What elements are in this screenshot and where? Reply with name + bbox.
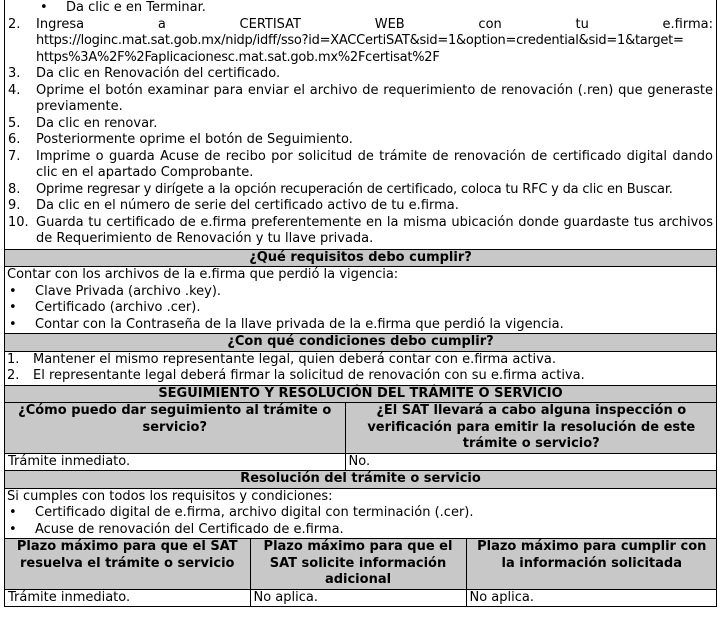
step-text: Guarda tu certificado de e.firma preferentemente en la misma ubicación donde guardaste tus archivos de Requerimiento de Renovación y tu llave privada. <box>36 214 713 246</box>
seguimiento-header-row <box>5 385 717 403</box>
seguimiento-heading: SEGUIMIENTO Y RESOLUCIÓN DEL TRÁMITE O SERVICIO <box>5 385 717 403</box>
resolucion-item <box>7 522 713 539</box>
condicion-number: 2. <box>7 368 20 383</box>
step-number: 10. <box>8 214 29 230</box>
condiciones-header-row <box>5 334 717 352</box>
plazo-informacion-value: No aplica. <box>250 589 466 606</box>
step-item-8 <box>8 182 713 199</box>
seguimiento-question: ¿Cómo puedo dar seguimiento al trámite o servicio? <box>5 403 345 453</box>
step-item-7 <box>8 149 713 182</box>
plazo-cumplir-header: Plazo máximo para cumplir con la información solicitada <box>466 539 717 589</box>
steps-row <box>5 0 717 249</box>
resolucion-heading: Resolución del trámite o servicio <box>5 471 717 489</box>
requisito-item <box>7 284 713 301</box>
plazo-informacion-header: Plazo máximo para que el SAT solicite información adicional <box>250 539 466 589</box>
step-item-5 <box>8 116 713 133</box>
condicion-item <box>7 352 713 369</box>
step-number: 9. <box>8 198 21 213</box>
step-item-2 <box>8 17 713 67</box>
condiciones-body-row <box>5 351 717 385</box>
requisitos-header-row <box>5 249 717 267</box>
requisito-item <box>7 317 713 334</box>
plazos-table <box>5 539 717 606</box>
bullet-icon: • <box>9 521 17 537</box>
step-item-6 <box>8 132 713 149</box>
seguimiento-grid-row <box>5 403 717 471</box>
step-text: Oprime el botón examinar para enviar el archivo de requerimiento de renovación (.ren) que generaste previamente. <box>36 82 713 114</box>
resolucion-header-row <box>5 471 717 489</box>
requisitos-body-row <box>5 267 717 334</box>
plazos-row <box>5 539 717 607</box>
step-number: 8. <box>8 181 21 197</box>
procedure-table <box>4 0 717 607</box>
certisat-url-line2: https%3A%2F%2Faplicacionesc.mat.sat.gob.mx%2Fcertisat%2F <box>36 49 440 65</box>
step-text: Posteriormente oprime el botón de Seguimiento. <box>36 132 353 147</box>
resolucion-text: Acuse de renovación del Certificado de e.firma. <box>35 521 344 537</box>
bullet-icon: • <box>9 283 17 299</box>
plazo-cumplir-value: No aplica. <box>466 589 717 606</box>
condicion-text: El representante legal deberá firmar la solicitud de renovación con su e.firma activa. <box>33 368 585 383</box>
terminar-substep <box>8 0 713 17</box>
step-text: Da clic en el número de serie del certificado activo de tu e.firma. <box>36 198 459 213</box>
step-number: 3. <box>8 66 21 81</box>
condicion-number: 1. <box>7 351 20 367</box>
step-item-4 <box>8 83 713 116</box>
requisito-text: Contar con la Contraseña de la llave privada de la e.firma que perdió la vigencia. <box>35 316 564 332</box>
requisitos-heading: ¿Qué requisitos debo cumplir? <box>5 249 717 267</box>
bullet-icon: • <box>9 505 17 520</box>
requisito-text: Clave Privada (archivo .key). <box>35 283 222 299</box>
resolucion-body-row <box>5 488 717 539</box>
certisat-url-line1: https://loginc.mat.sat.gob.mx/nidp/idff/sso?id=XACCertiSAT&sid=1&option=credential&sid=1&target= <box>36 33 684 48</box>
step-text: Oprime regresar y dirígete a la opción recuperación de certificado, coloca tu RFC y da clic en Buscar. <box>36 181 673 197</box>
step-item-10 <box>8 215 713 248</box>
inspeccion-question: ¿El SAT llevará a cabo alguna inspección o verificación para emitir la resolución de este trámite o servicio? <box>345 403 717 453</box>
plazo-resolucion-header: Plazo máximo para que el SAT resuelva el trámite o servicio <box>5 539 250 589</box>
step-number: 5. <box>8 115 21 131</box>
step-number: 7. <box>8 148 21 164</box>
requisito-item <box>7 300 713 317</box>
requisito-text: Certificado (archivo .cer). <box>35 300 201 315</box>
step-text: Da clic en renovar. <box>36 115 158 131</box>
step-number: 2. <box>8 16 21 32</box>
condicion-item <box>7 368 713 385</box>
resolucion-item <box>7 505 713 522</box>
condicion-text: Mantener el mismo representante legal, quien deberá contar con e.firma activa. <box>33 351 556 367</box>
substep-text: Da clic e en Terminar. <box>66 0 206 15</box>
resolucion-text: Certificado digital de e.firma, archivo digital con terminación (.cer). <box>35 505 474 520</box>
requisitos-intro: Contar con los archivos de la e.firma que perdió la vigencia: <box>7 267 399 282</box>
step-text: Da clic en Renovación del certificado. <box>36 66 281 81</box>
resolucion-intro: Si cumples con todos los requisitos y condiciones: <box>7 488 333 504</box>
bullet-icon: • <box>9 316 17 332</box>
seguimiento-answer: Trámite inmediato. <box>5 453 345 470</box>
plazo-resolucion-value: Trámite inmediato. <box>5 589 250 606</box>
step-text: Imprime o guarda Acuse de recibo por solicitud de trámite de renovación de certificado digital dando clic en el apartado Comprobante. <box>36 148 713 180</box>
step-text: Ingresa a CERTISAT WEB con tu e.firma: <box>36 16 713 32</box>
condiciones-heading: ¿Con qué condiciones debo cumplir? <box>5 334 717 352</box>
step-number: 6. <box>8 132 21 147</box>
step-item-9 <box>8 198 713 215</box>
seguimiento-table <box>5 403 717 470</box>
bullet-icon: • <box>40 0 48 15</box>
step-number: 4. <box>8 82 21 98</box>
bullet-icon: • <box>9 300 17 315</box>
inspeccion-answer: No. <box>345 453 717 470</box>
step-item-3 <box>8 66 713 83</box>
